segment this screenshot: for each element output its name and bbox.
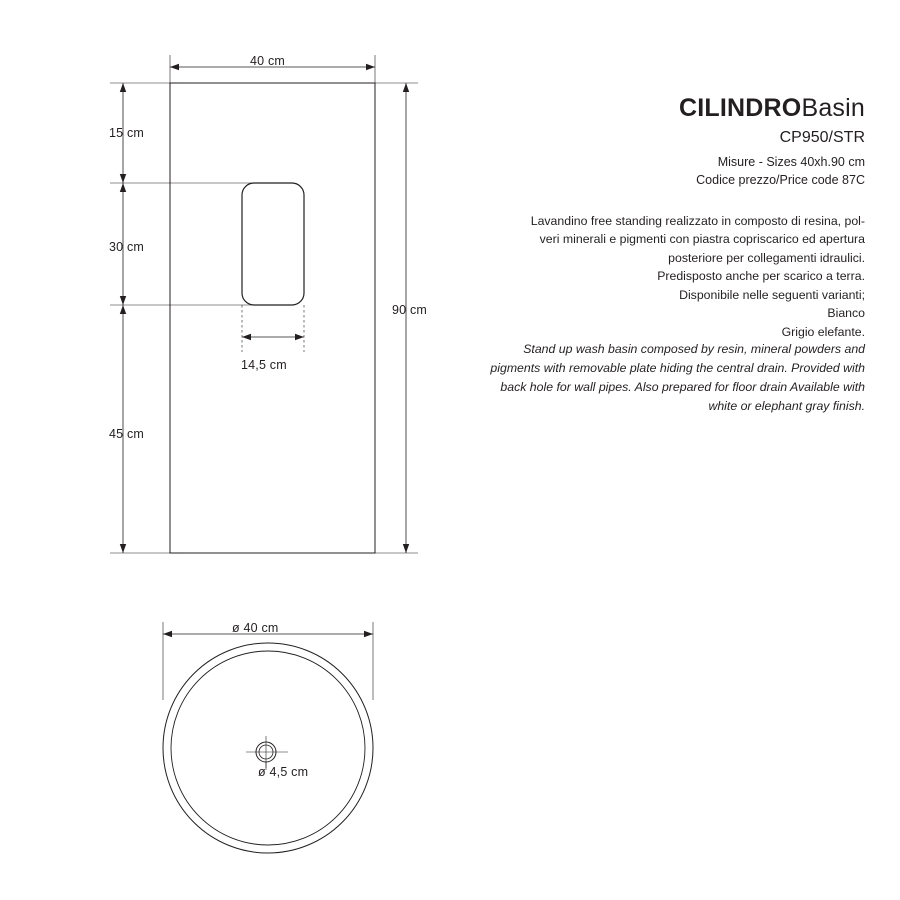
desc-en-line-3: Also prepared for floor drain [634, 380, 788, 395]
desc-it-line-5: Bianco [827, 306, 865, 321]
product-title-light: Basin [801, 94, 865, 122]
desc-it-line-1: veri minerali e pigmenti con piastra copriscarico ed apertura [539, 232, 865, 247]
description-italian [470, 212, 865, 341]
product-title-bold: CILINDRO [679, 94, 802, 122]
product-title [470, 95, 865, 123]
dim-label-drain-diameter: ø 4,5 cm [258, 765, 309, 779]
product-code: CP950/STR [779, 128, 865, 146]
desc-it-line-0: Lavandino free standing realizzato in composto di resina, pol- [530, 214, 865, 228]
product-sizes: Misure - Sizes 40xh.90 cm [717, 154, 865, 169]
desc-en-line-4: Available with white or elephant gray finish. [708, 380, 865, 414]
dim-label-height: 90 cm [392, 303, 428, 317]
dim-label-segment-mid: 30 cm [109, 240, 145, 254]
dim-label-width: 40 cm [250, 54, 286, 68]
description-english [470, 340, 865, 416]
desc-it-line-4: Disponibile nelle seguenti varianti; [679, 287, 865, 302]
desc-it-line-6: Grigio elefante. [781, 324, 865, 339]
desc-en-line-2: Provided with back hole for wall pipes. [500, 361, 865, 395]
back-opening [242, 183, 304, 305]
dim-label-diameter: ø 40 cm [232, 621, 279, 635]
desc-it-line-3: Predisposto anche per scarico a terra. [657, 269, 865, 284]
desc-en-line-1: pigments with removable plate hiding the central drain. [490, 361, 788, 376]
dim-label-opening-width: 14,5 cm [241, 358, 287, 372]
product-info [470, 95, 865, 189]
dim-label-segment-top: 15 cm [109, 126, 145, 140]
desc-en-line-0: Stand up wash basin composed by resin, mineral powders and [523, 342, 865, 356]
dim-label-segment-bottom: 45 cm [109, 427, 145, 441]
front-view-body [170, 83, 375, 553]
desc-it-line-2: posteriore per collegamenti idraulici. [668, 250, 865, 265]
product-price-code: Codice prezzo/Price code 87C [696, 172, 865, 187]
